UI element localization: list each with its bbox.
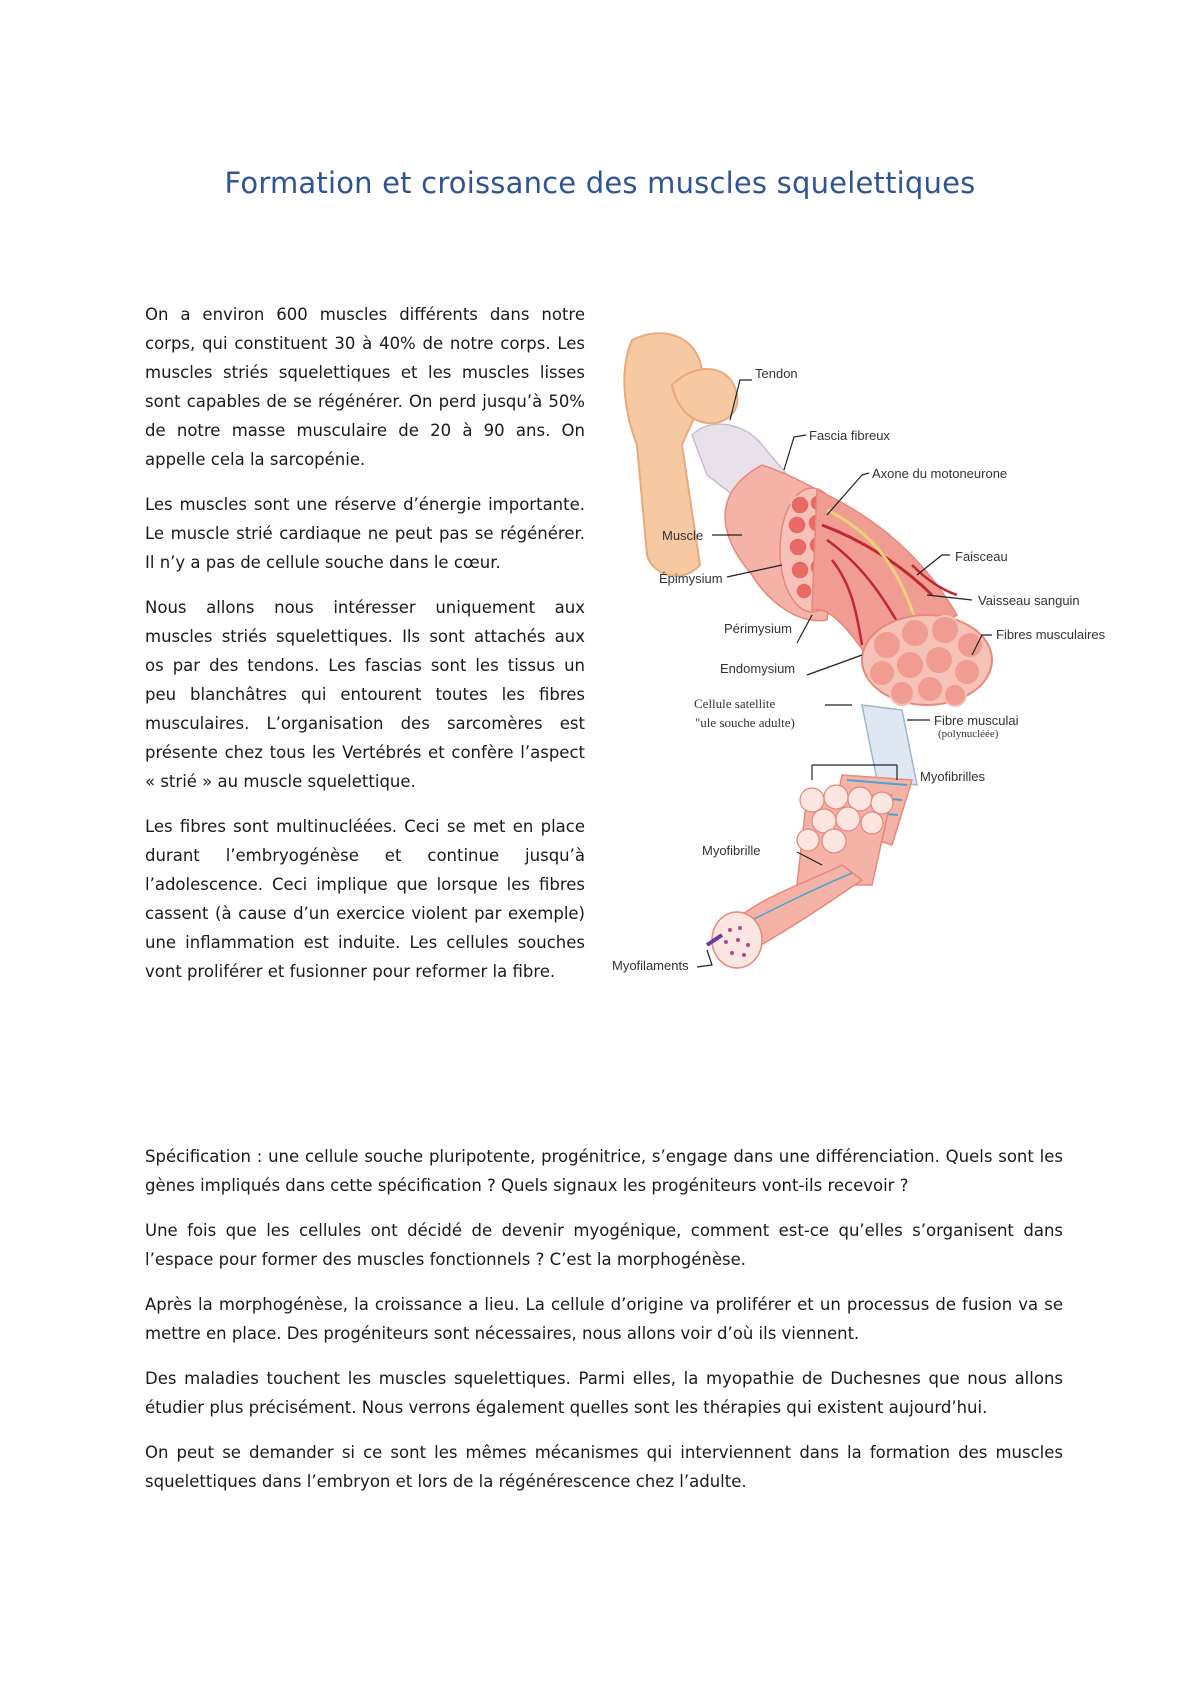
label-vaisseau: Vaisseau sanguin — [978, 593, 1080, 608]
document-title: Formation et croissance des muscles squelettiques — [224, 166, 976, 200]
label-cellule-satellite: Cellule satellite — [694, 696, 776, 711]
paragraph: Des maladies touchent les muscles squelettiques. Parmi elles, la myopathie de Duchesnes que nous allons étudier plus précisément. Nous verrons également quelles sont les thérapies qui existent aujourd’hui. — [145, 1369, 1063, 1417]
label-fascia: Fascia fibreux — [809, 428, 890, 443]
paragraph: Spécification : une cellule souche pluripotente, progénitrice, s’engage dans une différenciation. Quels sont les gènes impliqués dans cette spécification ? Quels signaux les progéniteurs vont-ils recevoir ? — [145, 1147, 1063, 1195]
label-endomysium: Endomysium — [720, 661, 796, 676]
label-faisceau: Faisceau — [955, 549, 1008, 564]
paragraph: Après la morphogénèse, la croissance a lieu. La cellule d’origine va proliférer et un processus de fusion va se mettre en place. Des progéniteurs sont nécessaires, nous allons voir d’où ils viennent. — [145, 1295, 1063, 1343]
label-epimysium: Épimysium — [659, 571, 723, 586]
label-cellule-souche: "ule souche adulte) — [695, 715, 795, 730]
paragraph: Nous allons nous intéresser uniquement aux muscles striés squelettiques. Ils sont attachés aux os par des tendons. Les fascias sont les tissus un peu blanchâtres qui entourent toutes les fibres musculaires. L’organisation des sarcomères est présente chez tous les Vertébrés et confère l’aspect « strié » au muscle squelettique. — [145, 598, 585, 791]
intro-column — [145, 300, 585, 1002]
label-myofilaments: Myofilaments — [612, 958, 689, 973]
label-fibre-musculaire: Fibre musculai — [934, 713, 1019, 728]
label-myofibrilles: Myofibrilles — [920, 769, 986, 784]
label-tendon: Tendon — [755, 366, 798, 381]
muscle-anatomy-illustration — [612, 325, 1200, 1045]
paragraph: Les fibres sont multinucléées. Ceci se met en place durant l’embryogénèse et continue jusqu’à l’adolescence. Ceci implique que lorsque les fibres cassent (à cause d’un exercice violent par exemple) une inflammation est induite. Les cellules souches vont proliférer et fusionner pour reformer la fibre. — [145, 817, 585, 981]
label-perimysium: Périmysium — [724, 621, 792, 636]
label-fibres: Fibres musculaires — [996, 627, 1106, 642]
muscle-fibre — [862, 705, 917, 785]
label-myofibrille: Myofibrille — [702, 843, 761, 858]
paragraph: On peut se demander si ce sont les mêmes mécanismes qui interviennent dans la formation des muscles squelettiques dans l’embryon et lors de la régénérescence chez l’adulte. — [145, 1443, 1063, 1491]
paragraph: Les muscles sont une réserve d’énergie importante. Le muscle strié cardiaque ne peut pas se régénérer. Il n’y a pas de cellule souche dans le cœur. — [145, 495, 585, 572]
paragraph: Une fois que les cellules ont décidé de devenir myogénique, comment est-ce qu’elles s’organisent dans l’espace pour former des muscles fonctionnels ? C’est la morphogénèse. — [145, 1221, 1063, 1269]
paragraph: On a environ 600 muscles différents dans notre corps, qui constituent 30 à 40% de notre corps. Les muscles striés squelettiques et les muscles lisses sont capables de se régénérer. On perd jusqu’à 50% de notre masse musculaire de 20 à 90 ans. On appelle cela la sarcopénie. — [145, 305, 585, 469]
label-axone: Axone du motoneurone — [872, 466, 1008, 481]
label-muscle: Muscle — [662, 528, 704, 543]
muscle-anatomy-figure — [612, 325, 1200, 1045]
label-polynucleee: (polynucléée) — [938, 728, 999, 740]
body-text — [145, 1142, 1063, 1512]
